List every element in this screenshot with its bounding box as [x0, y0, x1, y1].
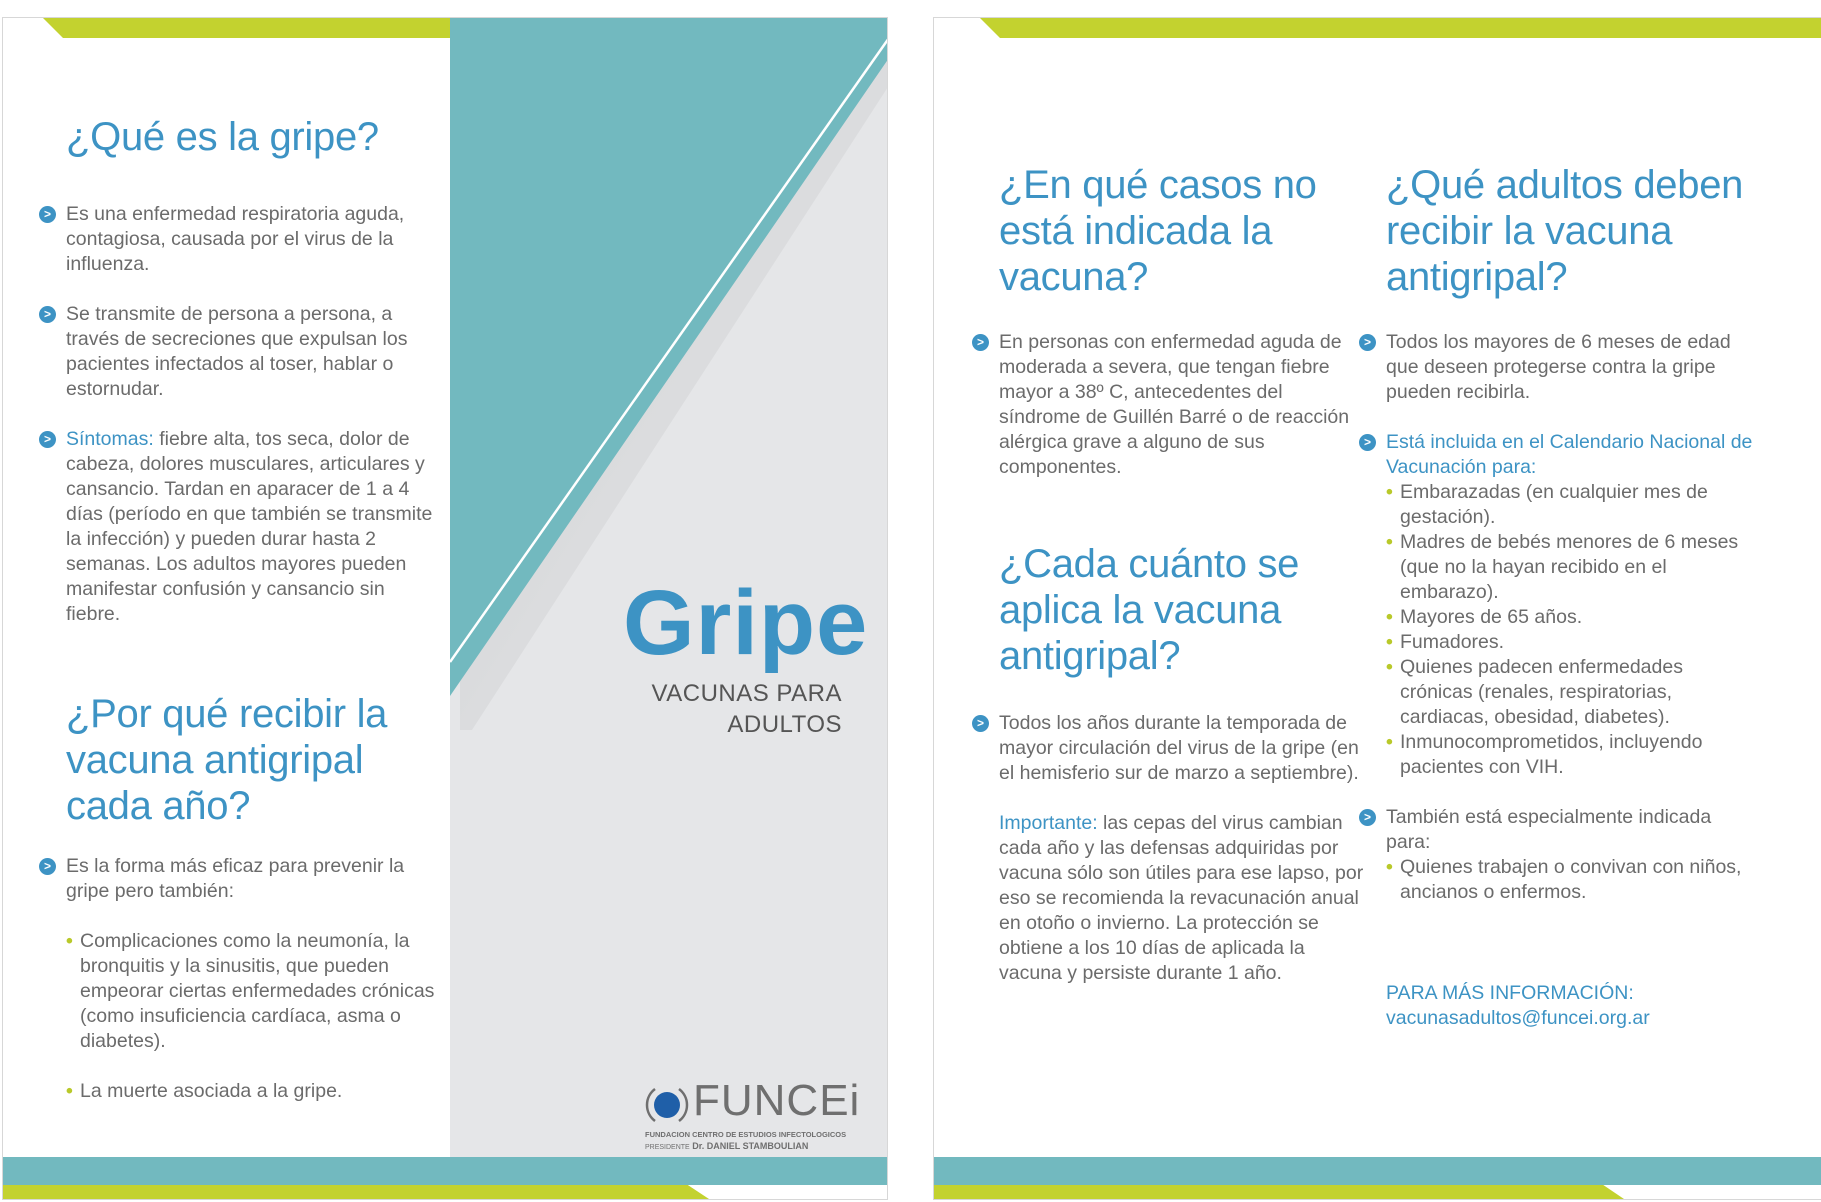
- bullet-paragraph: [43, 302, 438, 402]
- bottom-teal-band: [3, 1157, 887, 1185]
- list-item-text: Fumadores.: [1400, 631, 1505, 653]
- info-label: PARA MÁS INFORMACIÓN:: [1386, 982, 1634, 1004]
- bullet-paragraph: [1363, 805, 1756, 855]
- circle-arrow-right-icon: >: [1359, 434, 1376, 451]
- circle-arrow-right-icon: >: [39, 858, 56, 875]
- bottom-teal-band: [934, 1157, 1821, 1185]
- lime-dot-icon: •: [1386, 606, 1393, 628]
- lime-dot-icon: •: [1386, 631, 1393, 653]
- list-item-text: Mayores de 65 años.: [1400, 606, 1583, 628]
- list-item-text: La muerte asociada a la gripe.: [80, 1080, 343, 1102]
- list-item: [1386, 855, 1756, 905]
- lime-dot-icon: •: [1386, 856, 1393, 878]
- bullet-paragraph: [976, 330, 1367, 480]
- circle-arrow-right-icon: >: [39, 306, 56, 323]
- list-item-text: Madres de bebés menores de 6 meses (que no la hayan recibido en el embarazo).: [1400, 531, 1739, 603]
- heading-que-adultos: ¿Qué adultos deben recibir la vacuna antigripal?: [1386, 163, 1744, 299]
- list-item: [1386, 630, 1756, 655]
- paragraph-text: Es una enfermedad respiratoria aguda, contagiosa, causada por el virus de la influenza.: [66, 203, 405, 275]
- heading-que-es-la-gripe: ¿Qué es la gripe?: [66, 115, 379, 159]
- paragraph-text: Todos los mayores de 6 meses de edad que deseen protegerse contra la gripe pueden recibirla.: [1386, 331, 1731, 403]
- bullet-paragraph: [43, 854, 438, 904]
- lime-dot-icon: •: [1386, 656, 1393, 678]
- list-item: [1386, 530, 1756, 605]
- bullet-paragraph: [976, 711, 1367, 786]
- info-block: [1386, 981, 1756, 1031]
- que-adultos-body: [1363, 330, 1756, 905]
- circle-arrow-right-icon: >: [972, 715, 989, 732]
- list-item: [1386, 730, 1756, 780]
- bullet-paragraph: [43, 202, 438, 277]
- circle-arrow-right-icon: >: [972, 334, 989, 351]
- cover-title: Gripe: [623, 572, 869, 674]
- list-item: [1386, 605, 1756, 630]
- section-por-que-body: [43, 854, 438, 1104]
- cover-subtitle-line2: ADULTOS: [727, 711, 842, 738]
- cover-subtitle-line1: VACUNAS PARA: [651, 680, 842, 707]
- lime-dot-icon: •: [1386, 481, 1393, 503]
- paragraph-text: También está especialmente indicada para:: [1386, 806, 1712, 853]
- sintomas-label: Síntomas:: [66, 428, 154, 450]
- brochure-page-right: [933, 17, 1821, 1200]
- funcei-wordmark: FUNCEi: [693, 1076, 861, 1125]
- president-label: PRESIDENTE: [645, 1144, 690, 1151]
- list-item-text: Complicaciones como la neumonía, la bronquitis y la sinusitis, que pueden empeorar ciertas enfermedades crónicas (como insuficiencia cardíaca, asma o diabetes).: [80, 930, 435, 1052]
- list-item-text: Quienes trabajen o convivan con niños, ancianos o enfermos.: [1400, 856, 1742, 903]
- lime-dot-icon: •: [66, 930, 73, 952]
- list-item-text: Embarazadas (en cualquier mes de gestación).: [1400, 481, 1708, 528]
- section-que-es-body: [43, 202, 438, 627]
- funcei-logo: [643, 1076, 861, 1155]
- heading-no-indicada: ¿En qué casos no está indicada la vacuna?: [999, 163, 1317, 299]
- paragraph-text: las cepas del virus cambian cada año y las defensas adquiridas por vacuna sólo son útiles para ese lapso, por eso se recomienda la revacunación anual en otoño o invierno. La protección se obtiene a los 10 días de aplicada la vacuna y persiste durante 1 año.: [999, 812, 1364, 984]
- funcei-president: [645, 1141, 808, 1153]
- brochure-page-left: [2, 17, 888, 1200]
- circle-arrow-right-icon: >: [1359, 809, 1376, 826]
- paragraph-text: Todos los años durante la temporada de mayor circulación del virus de la gripe (en el hemisferio sur de marzo a septiembre).: [999, 712, 1359, 784]
- calendario-label: Está incluida en el Calendario Nacional de Vacunación para:: [1386, 431, 1753, 478]
- circle-arrow-right-icon: >: [39, 206, 56, 223]
- list-item: [66, 1079, 438, 1104]
- lime-dot-icon: •: [1386, 731, 1393, 753]
- top-lime-stripe: [43, 18, 451, 38]
- bottom-lime-band: [3, 1185, 709, 1199]
- info-email-link[interactable]: vacunasadultos@funcei.org.ar: [1386, 1007, 1650, 1029]
- list-item-text: Inmunocomprometidos, incluyendo pacientes con VIH.: [1400, 731, 1703, 778]
- list-item: [1386, 655, 1756, 730]
- list-item: [66, 929, 438, 1054]
- top-lime-stripe: [980, 18, 1821, 38]
- bullet-paragraph: [1363, 430, 1756, 480]
- bullet-paragraph: [1363, 330, 1756, 405]
- president-name: Dr. DANIEL STAMBOULIAN: [692, 1141, 809, 1151]
- funcei-foundation-name: FUNDACION CENTRO DE ESTUDIOS INFECTOLOGICOS: [645, 1130, 847, 1139]
- circle-arrow-right-icon: >: [1359, 334, 1376, 351]
- cover-subtitle: [652, 678, 843, 740]
- paragraph-text: fiebre alta, tos seca, dolor de cabeza, dolores musculares, articulares y cansancio. Tardan en aparacer de 1 a 4 días (período en que también se transmite la infección) y pueden durar hasta 2 semanas. Los adultos mayores pueden manifestar confusión y cansancio sin fiebre.: [66, 428, 433, 625]
- cada-cuanto-body: [976, 711, 1367, 986]
- bottom-lime-band: [934, 1185, 1624, 1199]
- importante-label: Importante:: [999, 812, 1098, 834]
- funcei-circle-icon: [645, 1083, 689, 1127]
- no-indicada-body: [976, 330, 1367, 480]
- heading-por-que-recibir: ¿Por qué recibir la vacuna antigripal cada año?: [66, 692, 388, 828]
- lime-dot-icon: •: [1386, 531, 1393, 553]
- circle-arrow-right-icon: >: [39, 431, 56, 448]
- importante-paragraph: [999, 811, 1367, 986]
- bullet-paragraph: [43, 427, 438, 627]
- lime-dot-icon: •: [66, 1080, 73, 1102]
- list-item: [1386, 480, 1756, 530]
- paragraph-text: Se transmite de persona a persona, a través de secreciones que expulsan los pacientes infectados al toser, hablar o estornudar.: [66, 303, 408, 400]
- list-item-text: Quienes padecen enfermedades crónicas (renales, respiratorias, cardiacas, obesidad, diabetes).: [1400, 656, 1683, 728]
- paragraph-text: En personas con enfermedad aguda de moderada a severa, que tengan fiebre mayor a 38º C, antecedentes del síndrome de Guillén Barré o de reacción alérgica grave a alguno de sus componentes.: [999, 331, 1350, 478]
- heading-cada-cuanto: ¿Cada cuánto se aplica la vacuna antigripal?: [999, 542, 1300, 678]
- paragraph-text: Es la forma más eficaz para prevenir la gripe pero también:: [66, 855, 405, 902]
